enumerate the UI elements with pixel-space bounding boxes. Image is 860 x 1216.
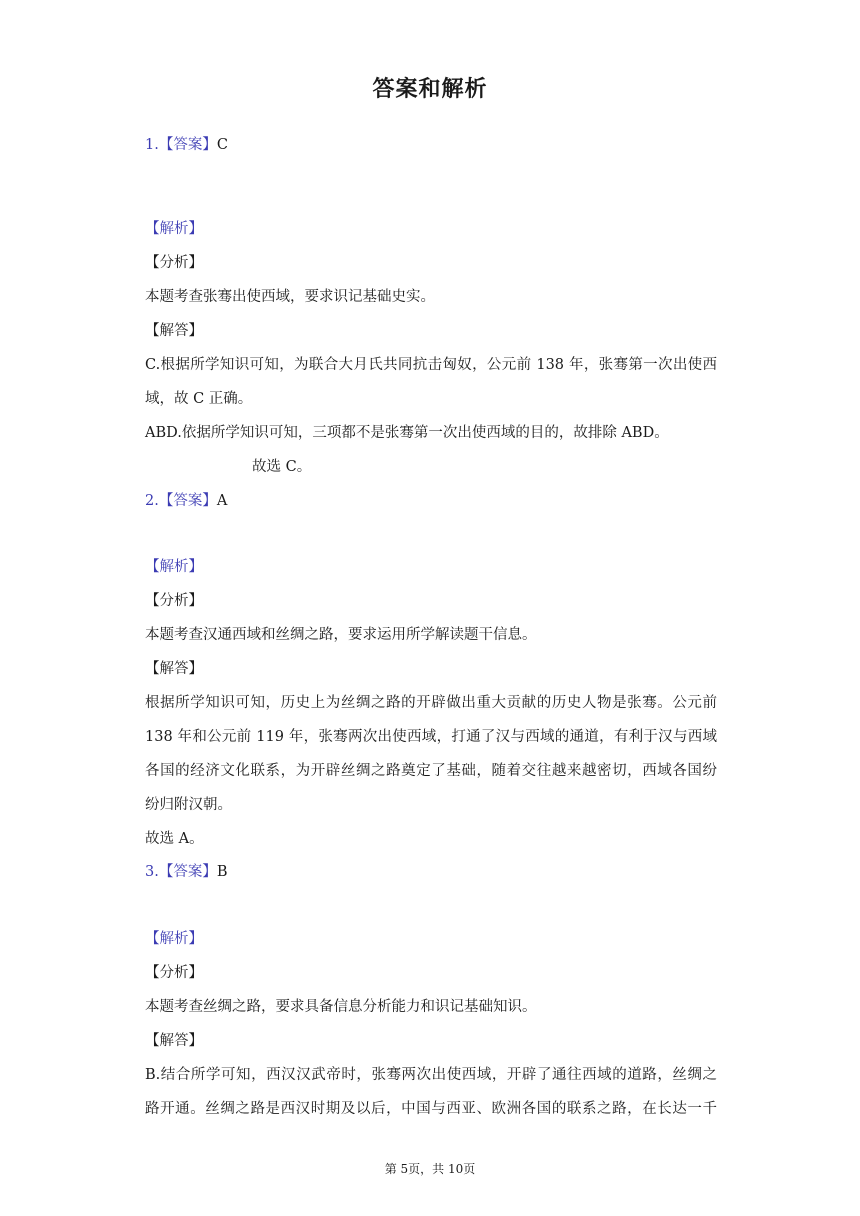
q2-jieda-heading: 【解答】: [145, 661, 203, 677]
q3-solution-line-2: 路开通。丝绸之路是西汉时期及以后，中国与西亚、欧洲各国的联系之路，在长达一千: [145, 1101, 717, 1117]
q1-analysis-text: 本题考查张骞出使西域，要求识记基础史实。: [145, 289, 435, 305]
q2-analysis-text: 本题考查汉通西域和丝绸之路，要求运用所学解读题干信息。: [145, 627, 537, 643]
q3-analysis-text: 本题考查丝绸之路，要求具备信息分析能力和识记基础知识。: [145, 999, 537, 1015]
q2-solution-line-2: 138 年和公元前 119 年，张骞两次出使西域，打通了汉与西域的通道，有利于汉与西域: [145, 729, 717, 745]
q3-answer-value: B: [216, 864, 228, 880]
q1-answer-line: [145, 135, 717, 155]
q1-answer-value: C: [216, 137, 228, 153]
q1-solution-line-3: ABD.依据所学知识可知，三项都不是张骞第一次出使西域的目的，故排除 ABD。: [145, 425, 669, 441]
q2-fenxi-heading: 【分析】: [145, 593, 203, 609]
q3-jiexi-heading: 【解析】: [145, 931, 203, 947]
q1-jieda-heading: 【解答】: [145, 323, 203, 339]
q3-jieda-heading: 【解答】: [145, 1033, 203, 1049]
q1-solution-line-1: C.根据所学知识可知，为联合大月氏共同抗击匈奴，公元前 138 年，张骞第一次出使西: [145, 357, 717, 373]
q3-solution-line-1: B.结合所学可知，西汉汉武帝时，张骞两次出使西域，开辟了通往西域的道路，丝绸之: [145, 1067, 717, 1083]
q1-answer-heading: 1.【答案】: [145, 137, 217, 153]
q2-answer-value: A: [216, 493, 228, 509]
q2-conclusion: 故选 A。: [145, 831, 204, 847]
q1-jiexi-heading: 【解析】: [145, 221, 203, 237]
page-footer: 第 5页，共 10页: [384, 1162, 476, 1176]
q2-jiexi-heading: 【解析】: [145, 559, 203, 575]
q1-fenxi-heading: 【分析】: [145, 255, 203, 271]
q3-answer-line: [145, 862, 717, 882]
page-title: 答案和解析: [372, 77, 488, 102]
q2-answer-line: [145, 491, 717, 511]
q2-solution-line-3: 各国的经济文化联系，为开辟丝绸之路奠定了基础，随着交往越来越密切，西域各国纷: [145, 763, 717, 779]
q1-conclusion: 故选 C。: [252, 459, 312, 475]
q3-answer-heading: 3.【答案】: [145, 864, 217, 880]
q3-fenxi-heading: 【分析】: [145, 965, 203, 981]
q2-solution-line-1: 根据所学知识可知，历史上为丝绸之路的开辟做出重大贡献的历史人物是张骞。公元前: [145, 695, 717, 711]
q2-solution-line-4: 纷归附汉朝。: [145, 797, 232, 813]
q1-solution-line-2: 域，故 C 正确。: [145, 391, 253, 407]
q2-answer-heading: 2.【答案】: [145, 493, 217, 509]
